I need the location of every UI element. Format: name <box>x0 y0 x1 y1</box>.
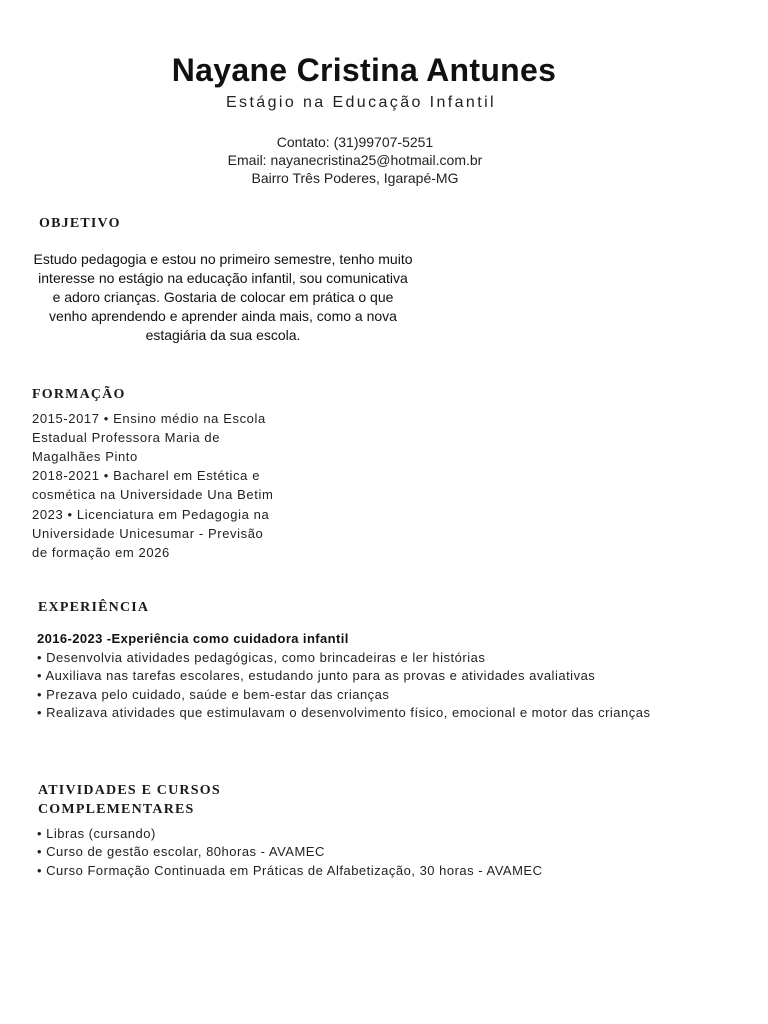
objective-line: e adoro crianças. Gostaria de colocar em prática o que <box>52 289 394 305</box>
experience-heading: EXPERIÊNCIA <box>38 600 150 615</box>
education-line: cosmética na Universidade Una Betim <box>32 487 274 502</box>
education-line: Estadual Professora Maria de <box>32 430 221 445</box>
courses-heading <box>38 781 221 819</box>
education-line: 2018-2021 • Bacharel em Estética e <box>32 468 261 483</box>
experience-item: • Auxiliava nas tarefas escolares, estudando junto para as provas e atividades avaliativas <box>37 668 596 683</box>
education-line: Universidade Unicesumar - Previsão <box>32 526 264 541</box>
candidate-name: Nayane Cristina Antunes <box>171 52 557 88</box>
education-heading: FORMAÇÃO <box>32 387 126 402</box>
education-line: 2015-2017 • Ensino médio na Escola <box>32 411 266 426</box>
contact-phone: Contato: (31)99707-5251 <box>276 134 434 150</box>
education-line: Magalhães Pinto <box>32 449 138 464</box>
experience-item: • Desenvolvia atividades pedagógicas, como brincadeiras e ler histórias <box>37 650 486 665</box>
position-subtitle: Estágio na Educação Infantil <box>225 94 496 111</box>
experience-item: • Prezava pelo cuidado, saúde e bem-estar das crianças <box>37 687 390 702</box>
objective-line: Estudo pedagogia e estou no primeiro semestre, tenho muito <box>33 251 413 267</box>
courses-heading-line: ATIVIDADES E CURSOS <box>38 783 221 798</box>
objective-line: interesse no estágio na educação infantil, sou comunicativa <box>38 270 408 286</box>
experience-title: 2016-2023 -Experiência como cuidadora infantil <box>37 631 349 646</box>
education-line: de formação em 2026 <box>32 545 170 560</box>
objective-line: venho aprendendo e aprender ainda mais, como a nova <box>49 308 397 324</box>
contact-email: Email: nayanecristina25@hotmail.com.br <box>227 152 483 168</box>
experience-item: • Realizava atividades que estimulavam o desenvolvimento físico, emocional e motor das crianças <box>37 705 651 720</box>
course-item: • Curso Formação Continuada em Práticas de Alfabetização, 30 horas - AVAMEC <box>37 863 543 878</box>
education-line: 2023 • Licenciatura em Pedagogia na <box>32 507 270 522</box>
contact-address: Bairro Três Poderes, Igarapé-MG <box>251 170 459 186</box>
courses-heading-line: COMPLEMENTARES <box>38 802 195 817</box>
objective-text <box>22 250 424 345</box>
objective-heading: OBJETIVO <box>39 216 121 231</box>
course-item: • Libras (cursando) <box>37 826 156 841</box>
objective-line: estagiária da sua escola. <box>145 327 301 343</box>
course-item: • Curso de gestão escolar, 80horas - AVAMEC <box>37 844 325 859</box>
